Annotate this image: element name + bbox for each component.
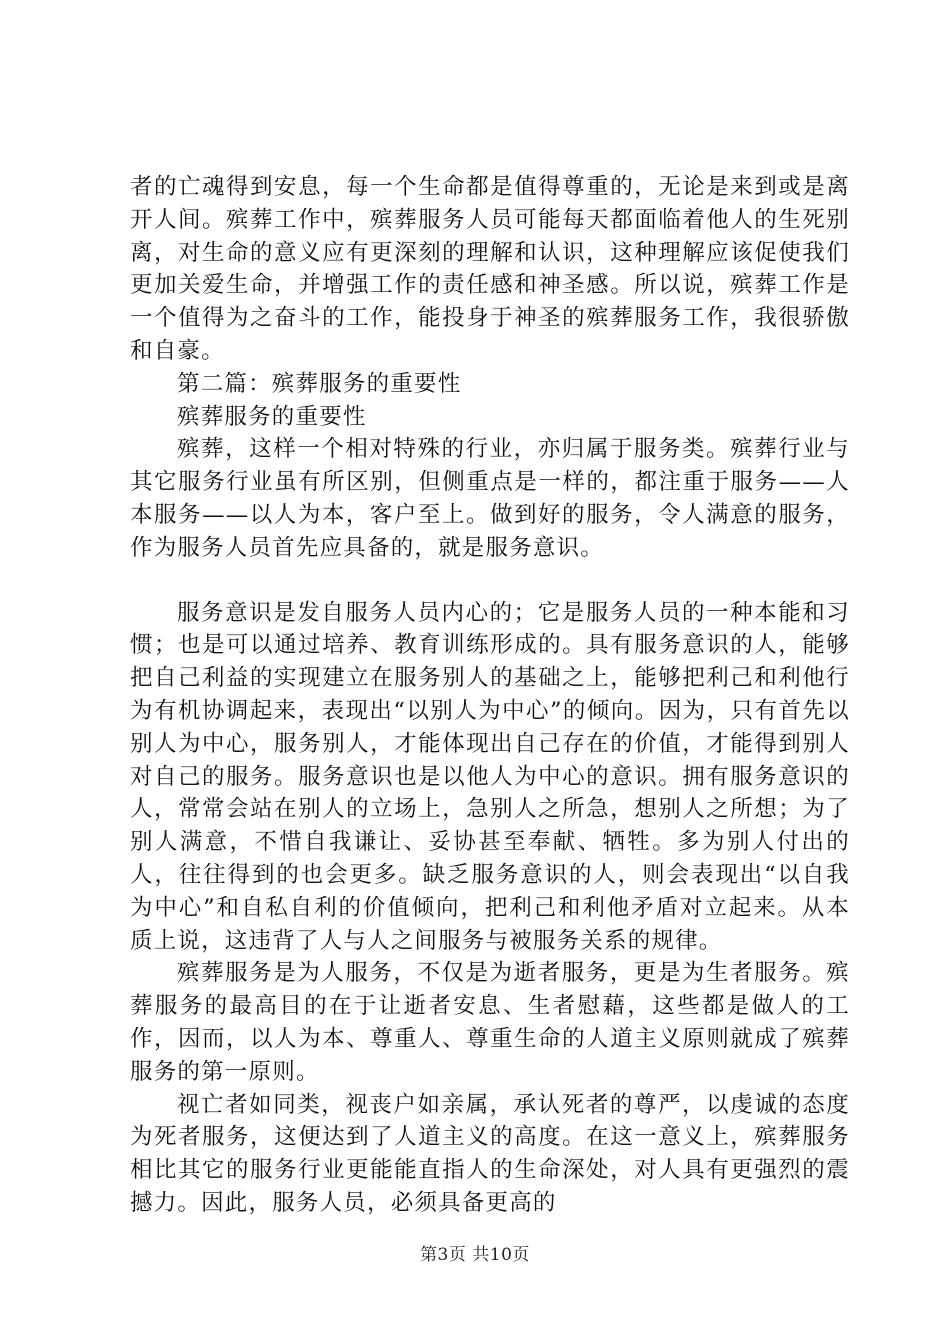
paragraph-spacer — [130, 565, 850, 597]
page-number-label: 第3页 共10页 — [420, 1245, 530, 1265]
paragraph-service-awareness: 服务意识是发自服务人员内心的；它是服务人员的一种本能和习惯；也是可以通过培养、教育训练形成的。具有服务意识的人，能够把自己利益的实现建立在服务别人的基础之上，能够把利己和利他行为有机协调起来，表现出“以别人为中心”的倾向。因为，只有首先以别人为中心，服务别人，才能体现出自己存在的价值，才能得到别人对自己的服务。服务意识也是以他人为中心的意识。拥有服务意识的人，常常会站在别人的立场上，急别人之所急，想别人之所想；为了别人满意，不惜自我谦让、妥协甚至奉献、牺牲。多为别人付出的人，往往得到的也会更多。缺乏服务意识的人，则会表现出“以自我为中心”和自私自利的价值倾向，把利己和利他矛盾对立起来。从本质上说，这违背了人与人之间服务与被服务关系的规律。 — [130, 599, 850, 954]
paragraph-humanitarian: 视亡者如同类，视丧户如亲属，承认死者的尊严，以虔诚的态度为死者服务，这便达到了人道主义的高度。在这一意义上，殡葬服务相比其它的服务行业更能能直指人的生命深处，对人具有更强烈的震撼力。因此，服务人员，必须具备更高的 — [130, 1091, 850, 1216]
paragraph-continued: 者的亡魂得到安息，每一个生命都是值得尊重的，无论是来到或是离开人间。殡葬工作中，殡葬服务人员可能每天都面临着他人的生死别离，对生命的意义应有更深刻的理解和认识，这种理解应该促使我们更加关爱生命，并增强工作的责任感和神圣感。所以说，殡葬工作是一个值得为之奋斗的工作，能投身于神圣的殡葬服务工作，我很骄傲和自豪。 — [130, 174, 850, 364]
article-title: 殡葬服务的重要性 — [177, 403, 367, 430]
page-footer — [0, 1240, 950, 1265]
section-heading: 第二篇：殡葬服务的重要性 — [177, 370, 462, 397]
paragraph-intro: 殡葬，这样一个相对特殊的行业，亦归属于服务类。殡葬行业与其它服务行业虽有所区别，但侧重点是一样的，都注重于服务——人本服务——以人为本，客户至上。做到好的服务，令人满意的服务，作为服务人员首先应具备的，就是服务意识。 — [130, 436, 850, 561]
document-body — [130, 171, 850, 1220]
paragraph-serving-people: 殡葬服务是为人服务，不仅是为逝者服务，更是为生者服务。殡葬服务的最高目的在于让逝者安息、生者慰藉，这些都是做人的工作，因而，以人为本、尊重人、尊重生命的人道主义原则就成了殡葬服务的第一原则。 — [130, 960, 850, 1085]
